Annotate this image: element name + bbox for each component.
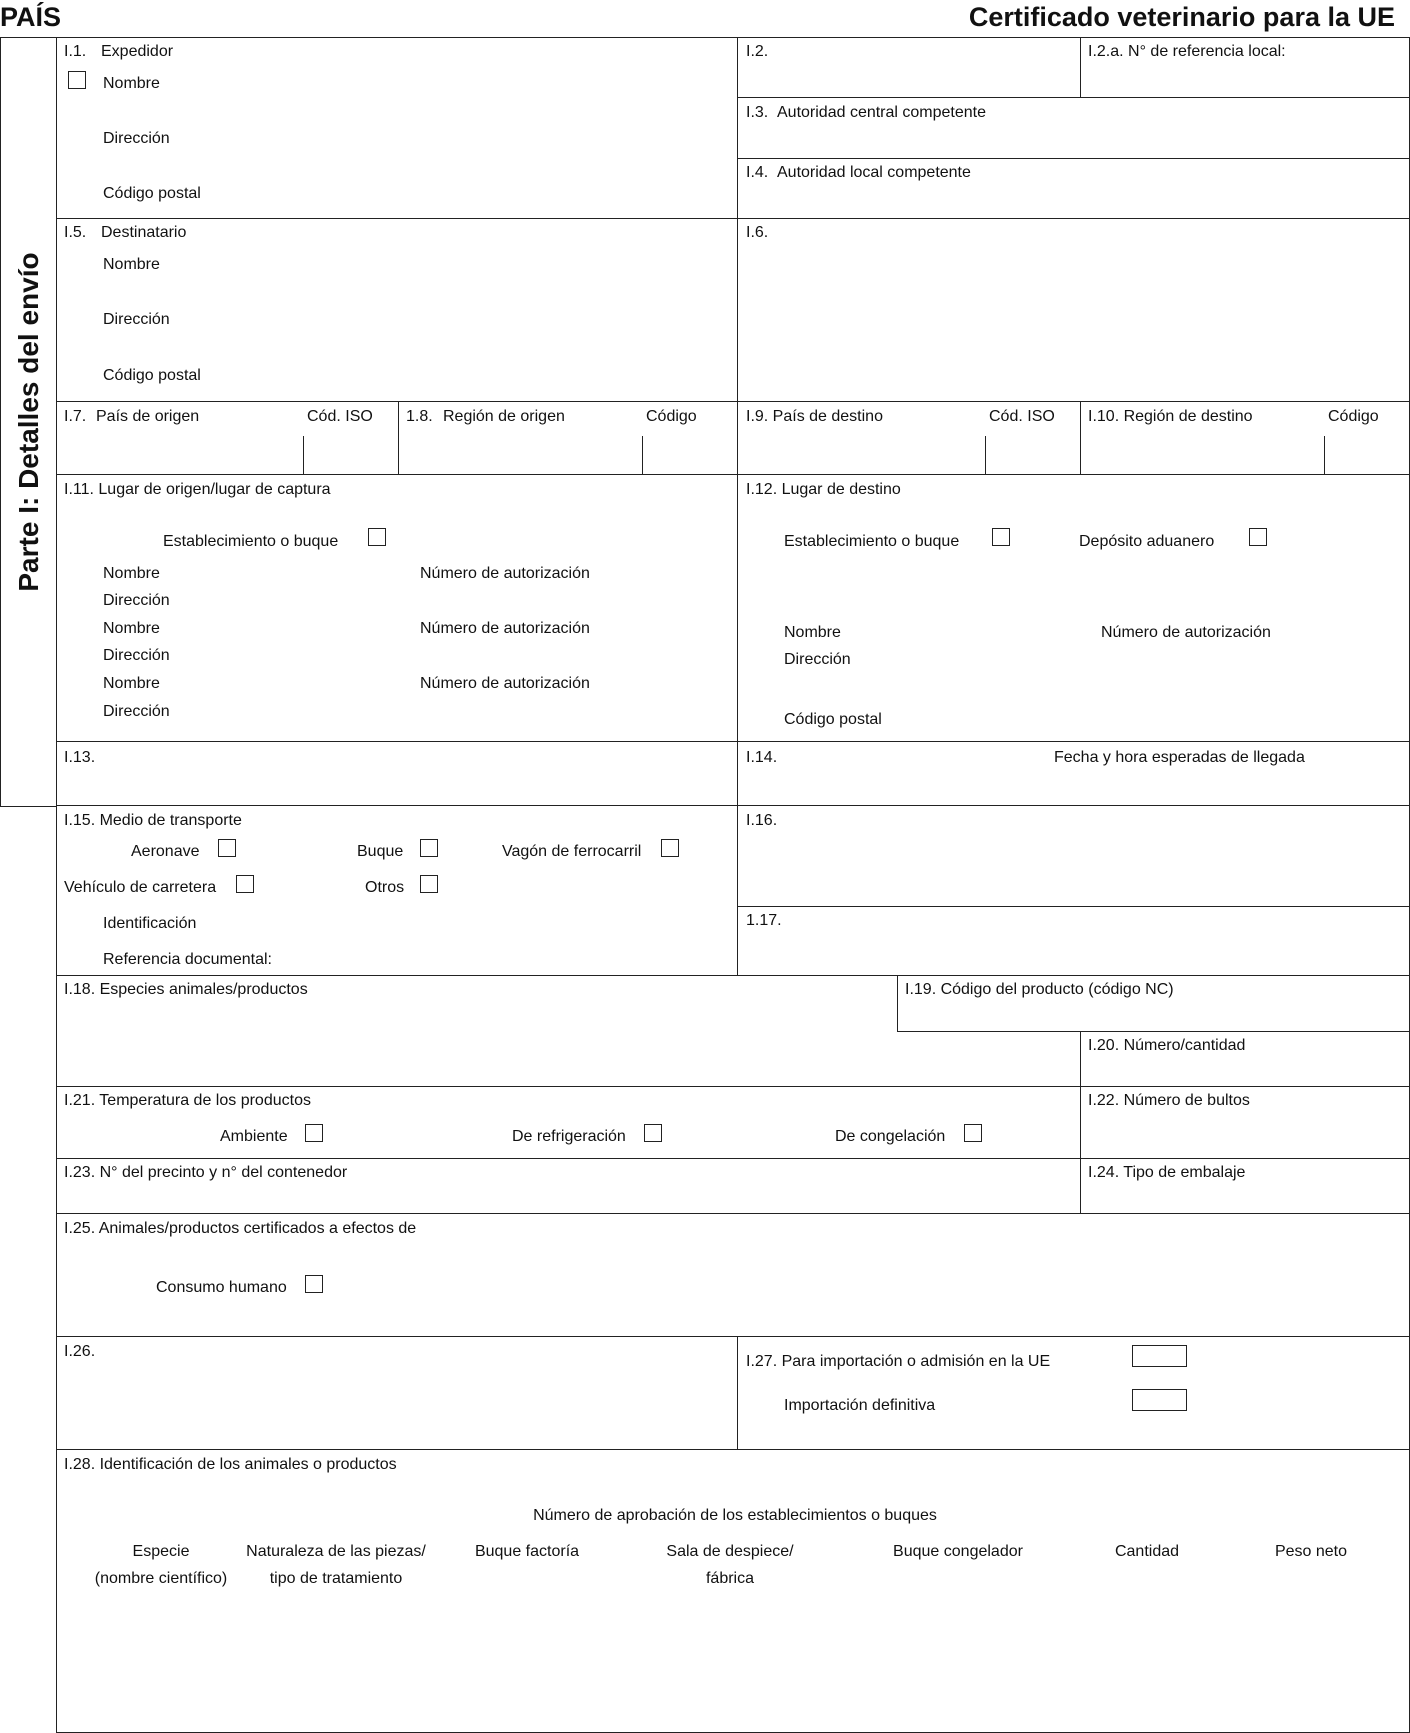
i12-establishment-label: Establecimiento o buque [784, 533, 960, 550]
i24-label: I.24. Tipo de embalaje [1088, 1164, 1246, 1181]
i2a-label: I.2.a. N° de referencia local: [1088, 43, 1286, 60]
i4-label: I.4. [746, 164, 769, 181]
i28-col-factory-ship: Buque factoría [474, 1543, 580, 1560]
i11-name-2: Nombre [103, 620, 160, 637]
i28-approval-header: Número de aprobación de los establecimientos o buques [533, 1507, 937, 1524]
i12-postal-label: Código postal [784, 711, 882, 728]
i11-auth-2: Número de autorización [420, 620, 590, 637]
i15-railway-checkbox[interactable] [661, 839, 679, 857]
i3-title: Autoridad central competente [777, 104, 987, 121]
i21-chilled-label: De refrigeración [512, 1128, 626, 1145]
i15-ship-label: Buque [357, 843, 404, 860]
i3-label: I.3. [746, 104, 769, 121]
i5-postal-label: Código postal [103, 367, 201, 384]
i9-code-label: Cód. ISO [989, 408, 1055, 425]
i15-road-checkbox[interactable] [236, 875, 254, 893]
i27-import-box[interactable] [1132, 1345, 1187, 1367]
i23-label: I.23. N° del precinto y n° del contenedor [64, 1164, 348, 1181]
i27-definitive-label: Importación definitiva [784, 1397, 936, 1414]
i25-human-checkbox[interactable] [305, 1275, 323, 1293]
i10-code-label: Código [1328, 408, 1379, 425]
i1-label: I.1. [64, 43, 87, 60]
i17-label: 1.17. [746, 912, 782, 929]
i12-customs-checkbox[interactable] [1249, 528, 1267, 546]
i28-col-nature: Naturaleza de las piezas/ [246, 1543, 426, 1560]
certificate-title: Certificado veterinario para la UE [968, 2, 1395, 32]
i21-label: I.21. Temperatura de los productos [64, 1092, 311, 1109]
i27-label: I.27. Para importación o admisión en la UE [746, 1353, 1051, 1370]
i2-label: I.2. [746, 43, 769, 60]
i28-label: I.28. Identificación de los animales o productos [64, 1456, 397, 1473]
i10-label: I.10. Región de destino [1088, 408, 1253, 425]
i1-title: Expedidor [101, 43, 174, 60]
i16-label: I.16. [746, 812, 778, 829]
i11-address-1: Dirección [103, 592, 170, 609]
i21-ambient-checkbox[interactable] [305, 1124, 323, 1142]
i1-address-label: Dirección [103, 130, 170, 147]
i28-col-quantity: Cantidad [1114, 1543, 1180, 1560]
i15-other-checkbox[interactable] [420, 875, 438, 893]
i5-name-label: Nombre [103, 256, 160, 273]
i21-frozen-label: De congelación [835, 1128, 946, 1145]
i11-address-3: Dirección [103, 703, 170, 720]
i12-auth-label: Número de autorización [1101, 624, 1271, 641]
i21-ambient-label: Ambiente [220, 1128, 288, 1145]
i11-auth-3: Número de autorización [420, 675, 590, 692]
i14-arrival-label: Fecha y hora esperadas de llegada [1054, 749, 1305, 766]
i5-title: Destinatario [101, 224, 187, 241]
i12-customs-label: Depósito aduanero [1079, 533, 1215, 550]
i15-docref-label: Referencia documental: [103, 951, 272, 968]
i8-label: 1.8. [406, 408, 433, 425]
i26-label: I.26. [64, 1343, 96, 1360]
i20-label: I.20. Número/cantidad [1088, 1037, 1246, 1054]
i12-name-label: Nombre [784, 624, 841, 641]
i5-label: I.5. [64, 224, 87, 241]
country-header: PAÍS [0, 2, 62, 32]
side-label: Parte I: Detalles del envío [13, 252, 44, 592]
i14-label: I.14. [746, 749, 778, 766]
i11-name-3: Nombre [103, 675, 160, 692]
i13-label: I.13. [64, 749, 96, 766]
i15-road-label: Vehículo de carretera [64, 879, 217, 896]
i21-frozen-checkbox[interactable] [964, 1124, 982, 1142]
i28-col-nature-sub: tipo de tratamiento [269, 1570, 403, 1587]
i11-name-1: Nombre [103, 565, 160, 582]
i28-col-species-sub: (nombre científico) [94, 1570, 228, 1587]
i25-human-label: Consumo humano [156, 1279, 287, 1296]
i11-establishment-checkbox[interactable] [368, 528, 386, 546]
i4-title: Autoridad local competente [777, 164, 971, 181]
i9-label: I.9. País de destino [746, 408, 883, 425]
i21-chilled-checkbox[interactable] [644, 1124, 662, 1142]
i28-col-species: Especie [132, 1543, 190, 1560]
i7-title: País de origen [96, 408, 200, 425]
i28-col-net-weight: Peso neto [1274, 1543, 1348, 1560]
i15-identification-label: Identificación [103, 915, 197, 932]
i19-label: I.19. Código del producto (código NC) [905, 981, 1174, 998]
i12-address-label: Dirección [784, 651, 851, 668]
i11-label: I.11. Lugar de origen/lugar de captura [64, 481, 331, 498]
i25-label: I.25. Animales/productos certificados a efectos de [64, 1220, 417, 1237]
i5-address-label: Dirección [103, 311, 170, 328]
i15-railway-label: Vagón de ferrocarril [502, 843, 642, 860]
i1-checkbox[interactable] [68, 71, 86, 89]
i6-label: I.6. [746, 224, 769, 241]
i18-label: I.18. Especies animales/productos [64, 981, 308, 998]
i7-code-label: Cód. ISO [307, 408, 373, 425]
i15-other-label: Otros [365, 879, 405, 896]
i28-col-cutting: Sala de despiece/ [666, 1543, 794, 1560]
i11-establishment-label: Establecimiento o buque [163, 533, 339, 550]
i15-label: I.15. Medio de transporte [64, 812, 242, 829]
i1-postal-label: Código postal [103, 185, 201, 202]
i8-code-label: Código [646, 408, 697, 425]
i11-address-2: Dirección [103, 647, 170, 664]
i11-auth-1: Número de autorización [420, 565, 590, 582]
i12-label: I.12. Lugar de destino [746, 481, 901, 498]
i28-col-cutting-sub: fábrica [705, 1570, 755, 1587]
i12-establishment-checkbox[interactable] [992, 528, 1010, 546]
form-frame [56, 37, 1410, 1733]
i8-title: Región de origen [443, 408, 565, 425]
i1-name-label: Nombre [103, 75, 160, 92]
i28-col-freezer: Buque congelador [893, 1543, 1023, 1560]
i15-aircraft-label: Aeronave [131, 843, 200, 860]
i15-ship-checkbox[interactable] [420, 839, 438, 857]
i22-label: I.22. Número de bultos [1088, 1092, 1250, 1109]
i7-label: I.7. [64, 408, 87, 425]
i27-definitive-box[interactable] [1132, 1389, 1187, 1411]
i15-aircraft-checkbox[interactable] [218, 839, 236, 857]
